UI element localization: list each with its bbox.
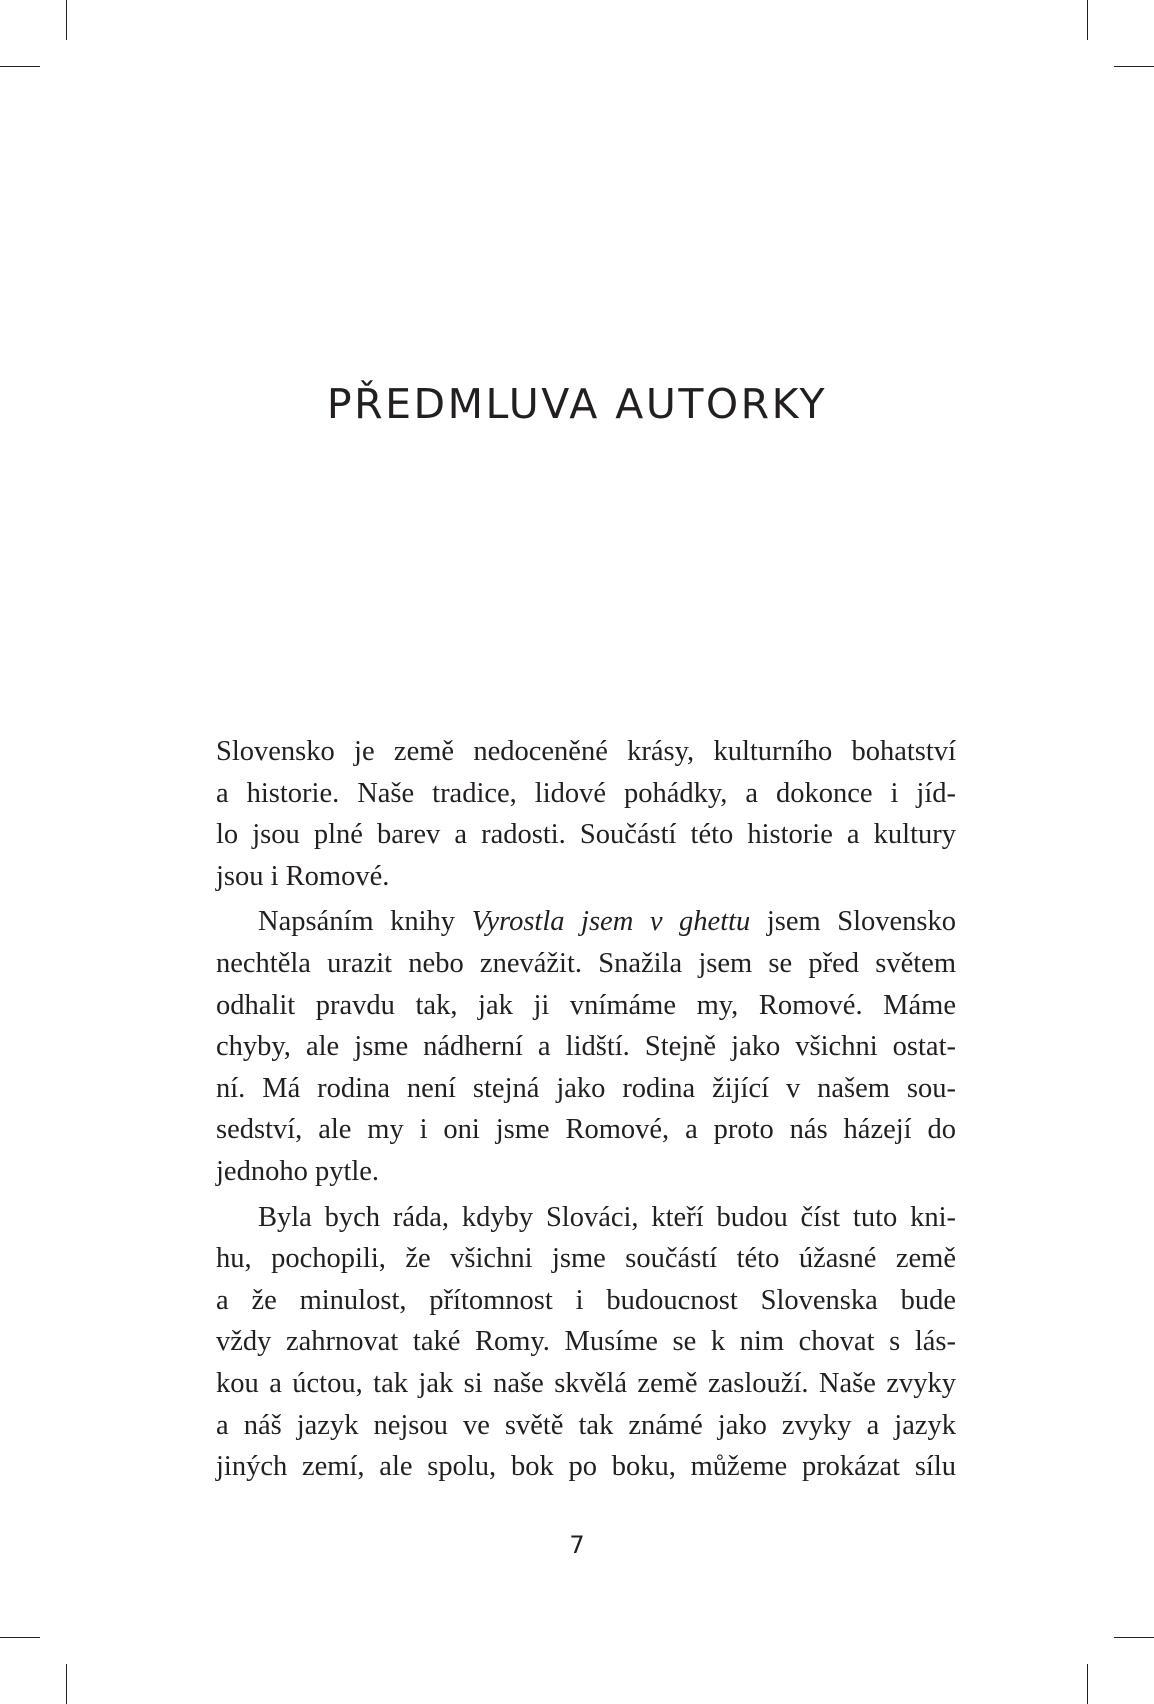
crop-mark-top-right-horizontal [1114,66,1154,67]
chapter-title: PŘEDMLUVA AUTORKY [326,380,828,428]
book-title-italic: Vyrostla jsem v ghettu [471,906,751,938]
body-text [216,731,956,1488]
text-run: Napsáním knihy [258,906,472,938]
crop-mark-bottom-right-horizontal [1114,1637,1154,1638]
text-line: jednoho pytle. [216,1155,380,1187]
crop-mark-bottom-left-horizontal [0,1637,40,1638]
text-run: jsem Slovensko [750,906,956,938]
crop-mark-bottom-right-vertical [1087,1664,1088,1704]
crop-mark-bottom-left-vertical [66,1664,67,1704]
crop-mark-top-left-vertical [66,0,67,40]
text-line: nechtěla urazit nebo znevážit. Snažila jsem se před světem [216,947,956,979]
text-line: a historie. Naše tradice, lidové pohádky, a dokonce i jíd- [216,777,956,809]
text-line: hu, pochopili, že všichni jsme součástí této úžasné země [216,1243,956,1275]
text-line: a že minulost, přítomnost i budoucnost Slovenska bude [216,1284,956,1316]
text-line [216,901,956,943]
page-number: 7 [569,1531,585,1559]
paragraph-1 [216,731,956,897]
text-line: Slovensko je země nedoceněné krásy, kulturního bohatství [216,736,956,767]
text-line: lo jsou plné barev a radosti. Součástí této historie a kultury [216,819,956,851]
text-line: kou a úctou, tak jak si naše skvělá země zaslouží. Naše zvyky [216,1367,956,1399]
crop-mark-top-left-horizontal [0,66,40,67]
text-line: odhalit pravdu tak, jak ji vnímáme my, Romové. Máme [216,989,956,1021]
paragraph-3 [216,1197,956,1488]
paragraph-2 [216,901,956,1192]
text-line: a náš jazyk nejsou ve světě tak známé jako zvyky a jazyk [216,1409,956,1441]
text-line: ní. Má rodina není stejná jako rodina žijící v našem sou- [216,1072,956,1104]
text-line: chyby, ale jsme nádherní a lidští. Stejně jako všichni ostat- [216,1031,956,1063]
text-line: jiných zemí, ale spolu, bok po boku, můžeme prokázat sílu [216,1451,956,1483]
crop-mark-top-right-vertical [1087,0,1088,40]
text-line: jsou i Romové. [216,860,390,892]
text-line: vždy zahrnovat také Romy. Musíme se k nim chovat s lás- [216,1326,956,1358]
text-line: sedství, ale my i oni jsme Romové, a proto nás házejí do [216,1114,956,1146]
text-line: Byla bych ráda, kdyby Slováci, kteří budou číst tuto kni- [258,1201,956,1233]
